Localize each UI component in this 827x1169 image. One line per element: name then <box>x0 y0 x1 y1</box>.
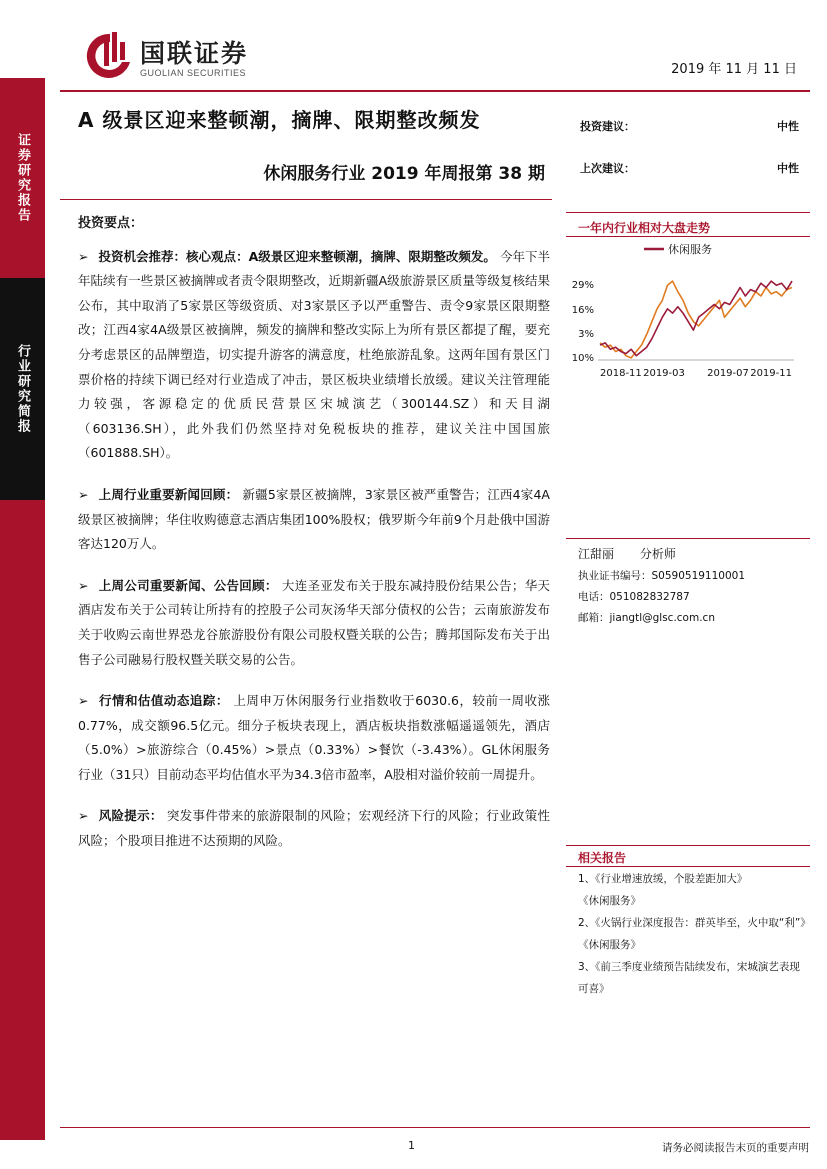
related-title: 相关报告 <box>578 851 627 865</box>
bullet-icon: ➢ <box>78 808 89 824</box>
report-title: A 级景区迎来整顿潮，摘牌、限期整改频发 <box>78 108 481 132</box>
rec-previous-label: 上次建议： <box>580 162 635 175</box>
analyst-block <box>578 545 745 625</box>
related-report-link[interactable]: 3、《前三季度业绩预告陆续发布，宋城演艺表现 <box>578 961 800 973</box>
footer-disclaimer: 请务必阅读报告末页的重要声明 <box>662 1142 809 1154</box>
relative-performance-chart <box>566 236 806 382</box>
point-4-body: 上周申万休闲服务行业指数收于6030.6，较前一周收涨0.77%，成交额96.5亿元。细分子板块表现上，酒店板块指数涨幅遥遥领先，酒店（5.0%）>旅游综合（0.45%）>景点（0.33%）>餐饮（-3.43%）。GL休闲服务行业（31只）目前动态平均估值水平为34.3倍市盈率，A股相对溢价较前一周提升。 <box>78 693 550 782</box>
y-tick-label: 29% <box>571 280 594 291</box>
related-report-link[interactable]: 1、《行业增速放缓，个股差距加大》 <box>578 873 748 885</box>
point-1-body: 今年下半年陆续有一些景区被摘牌或者责令限期整改，近期新疆A级旅游景区质量等级复核结果公布，其中取消了5家景区等级资质、对3家景区予以严重警告、责令9家景区限期整改；江西4家4A级景区被摘牌，频发的摘牌和整改实际上为所有景区都提了醒，要充分考虑景区的品牌塑造，切实提升游客的满意度，杜绝旅游乱象。这两年国有景区门票价格的持续下调已经对行业造成了冲击，景区板块业绩增长放缓。建议关注管理能力较强，客源稳定的优质民营景区宋城演艺（300144.SZ）和天目湖（603136.SH），此外我们仍然坚持对免税板块的推荐，建议关注中国国旅（601888.SH）。 <box>78 248 550 461</box>
section-title: 投资要点： <box>78 216 144 231</box>
logo-subtitle: GUOLIAN SECURITIES <box>140 68 247 78</box>
related-report-category: 《休闲服务》 <box>578 939 641 951</box>
point-4 <box>78 689 550 787</box>
series-line-1 <box>600 281 792 358</box>
main-content <box>78 212 550 871</box>
x-tick-label: 2019-07 <box>707 368 749 379</box>
logo-name: 国联证券 <box>140 39 249 68</box>
sidebar-top-band <box>0 78 45 278</box>
rec-current-value: 中性 <box>777 120 799 133</box>
point-2-heading: 上周行业重要新闻回顾： <box>98 486 239 502</box>
sidebar-bottom-band <box>0 500 45 1140</box>
bullet-icon: ➢ <box>78 248 89 264</box>
chart-legend <box>644 242 712 256</box>
footer-divider <box>60 1127 810 1128</box>
point-5-body: 突发事件带来的旅游限制的风险；宏观经济下行的风险；行业政策性风险；个股项目推进不达预期的风险。 <box>78 808 550 849</box>
phone-label: 电话： <box>578 591 610 603</box>
logo-icon <box>82 28 138 80</box>
rec-current-label: 投资建议： <box>580 120 635 133</box>
bullet-icon: ➢ <box>78 693 89 709</box>
point-1 <box>78 245 550 466</box>
report-date: 2019 年 11 月 11 日 <box>671 62 797 77</box>
related-title-line <box>566 866 810 867</box>
point-2 <box>78 483 550 557</box>
point-1-heading: 投资机会推荐：核心观点：A级景区迎来整顿潮，摘牌、限期整改频发。 <box>98 248 496 264</box>
related-top-line <box>566 845 810 846</box>
point-5 <box>78 804 550 853</box>
cert-number: S0590519110001 <box>651 570 746 582</box>
chart-section-title: 一年内行业相对大盘走势 <box>578 221 711 235</box>
y-tick-label: 16% <box>571 305 594 316</box>
email-link[interactable]: jiangtl@glsc.com.cn <box>609 612 715 624</box>
related-report-category: 《休闲服务》 <box>578 895 641 907</box>
phone-number: 051082832787 <box>609 591 690 603</box>
header-divider <box>60 90 810 92</box>
point-3-body: 大连圣亚发布关于股东减持股份结果公告；华天酒店发布关于公司转让所持有的控股子公司灰汤华天部分债权的公告；云南旅游发布关于收购云南世界恐龙谷旅游股份有限公司股权暨关联的公告；腾邦国际发布关于出售子公司融易行股权暨关联交易的公告。 <box>78 577 550 667</box>
y-tick-label: 10% <box>571 353 594 364</box>
point-4-heading: 行情和估值动态追踪： <box>98 693 229 709</box>
email-label: 邮箱： <box>578 612 610 624</box>
rec-previous-value: 中性 <box>777 162 799 175</box>
legend-label-series-0: 休闲服务 <box>668 243 712 256</box>
report-subtitle: 休闲服务行业 2019 年周报第 38 期 <box>263 164 545 184</box>
related-report-link[interactable]: 2、《火锅行业深度报告：群英毕至，火中取“利”》 <box>578 917 811 929</box>
related-report-continuation: 可喜》 <box>578 983 610 995</box>
sidebar-mid-label: 行业研究简报 <box>15 344 30 434</box>
y-tick-label: 3% <box>578 329 594 340</box>
cert-label: 执业证书编号： <box>578 570 652 582</box>
page-number: 1 <box>408 1139 415 1152</box>
x-tick-label: 2019-11 <box>750 368 792 379</box>
point-2-body: 新疆5家景区被摘牌，3家景区被严重警告；江西4家4A级景区被摘牌；华住收购德意志酒店集团100%股权；俄罗斯今年前9个月赴俄中国游客达120万人。 <box>78 486 550 552</box>
analyst-role: 分析师 <box>639 547 676 561</box>
analyst-divider <box>566 538 810 539</box>
chart-series <box>600 281 792 358</box>
bullet-icon: ➢ <box>78 486 89 502</box>
point-5-heading: 风险提示： <box>98 808 163 824</box>
chart-top-line <box>566 212 810 213</box>
sidebar-mid-band <box>0 278 45 500</box>
point-3 <box>78 574 550 672</box>
y-axis-ticks <box>572 280 594 364</box>
bullet-icon: ➢ <box>78 577 89 593</box>
x-axis-ticks <box>600 368 792 379</box>
x-tick-label: 2019-03 <box>643 368 685 379</box>
related-reports-list <box>578 868 810 1000</box>
analyst-name: 江甜丽 <box>578 547 615 561</box>
x-tick-label: 2018-11 <box>600 368 642 379</box>
sidebar-top-label: 证券研究报告 <box>15 133 30 223</box>
title-divider <box>60 199 552 200</box>
point-3-heading: 上周公司重要新闻、公告回顾： <box>98 577 278 593</box>
